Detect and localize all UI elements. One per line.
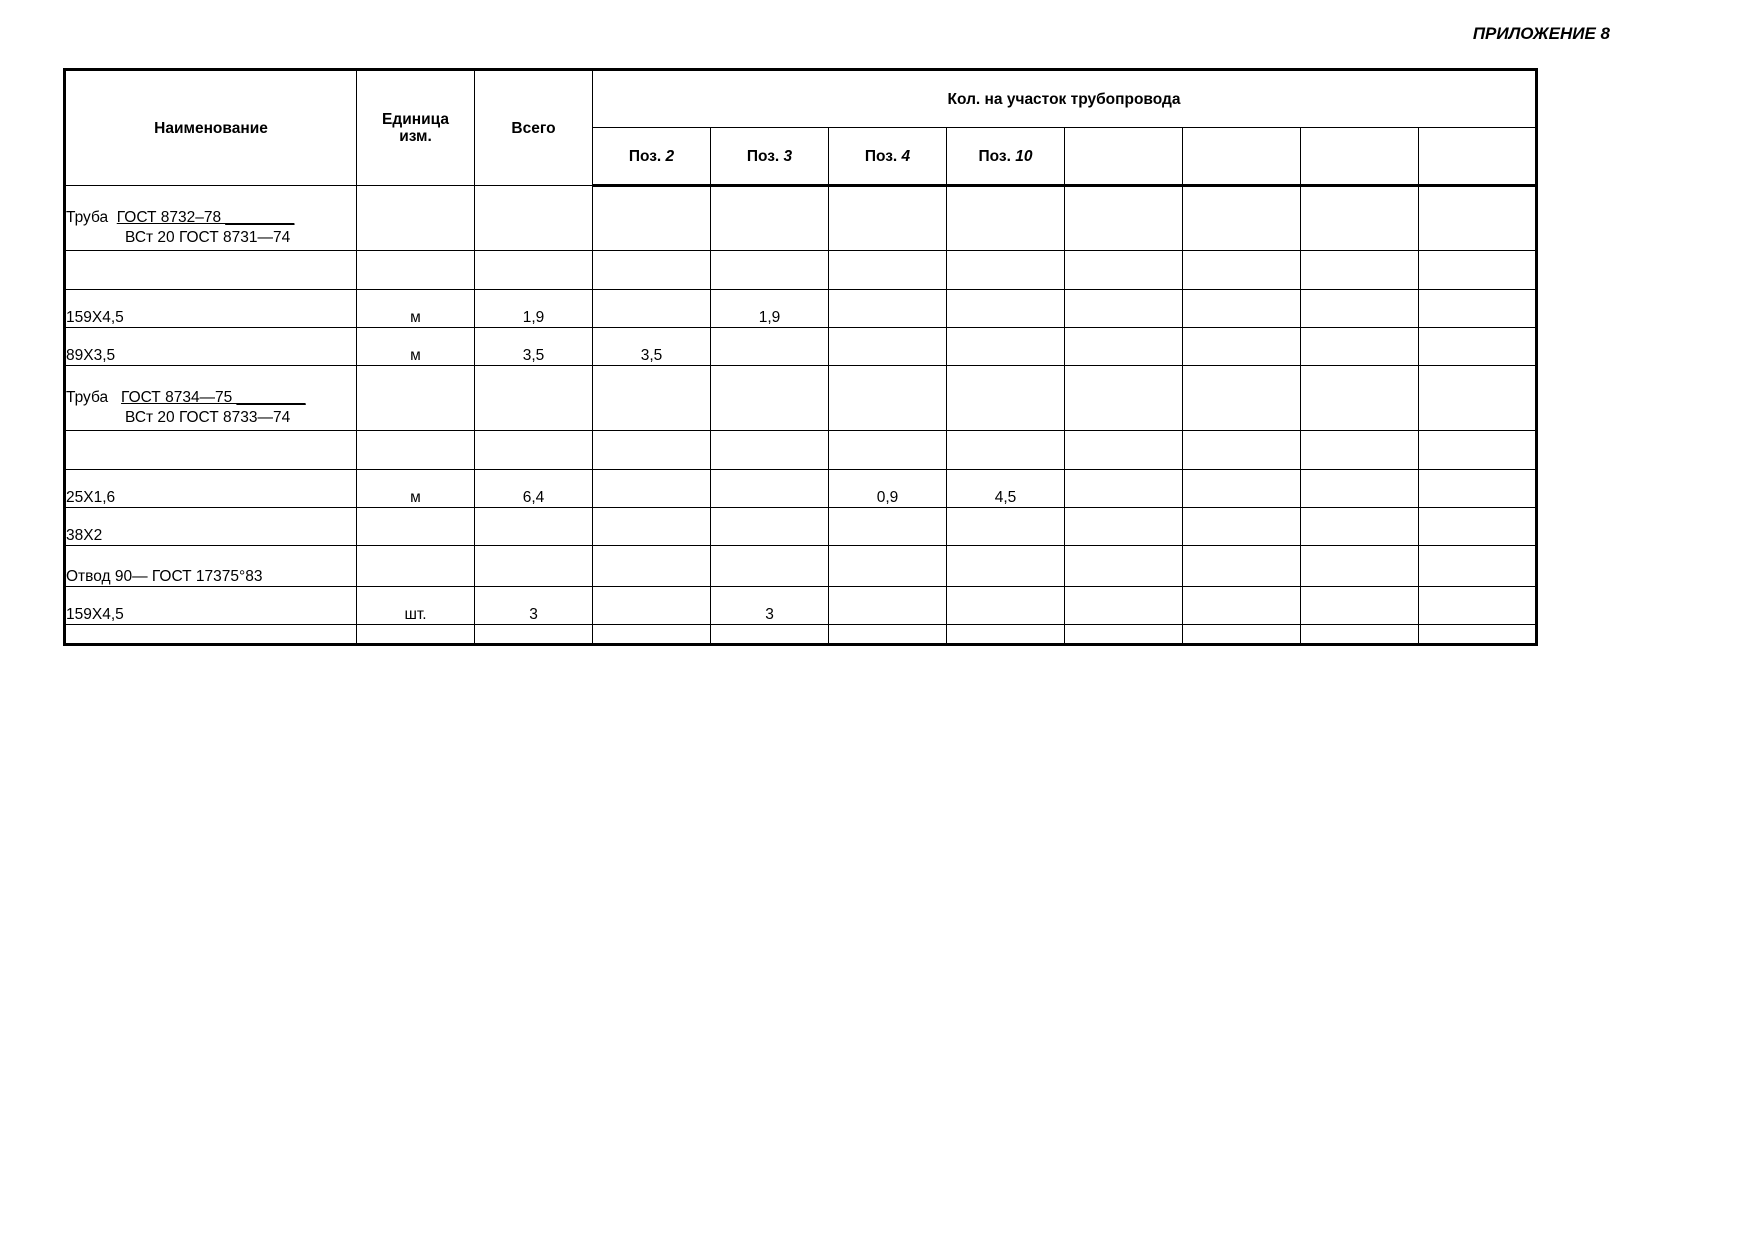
item-pos-2 [593,546,711,587]
item-pos-10 [947,328,1065,366]
item-name: 159X4,5 [65,290,357,328]
empty-row [65,431,1537,470]
item-total: 6,4 [475,470,593,508]
section-row [65,186,1537,251]
pos-number: 3 [783,147,793,165]
item-pos-4 [829,546,947,587]
item-pos-4 [829,290,947,328]
header-pos-2 [593,128,711,186]
item-pos-4 [829,587,947,625]
table-row [65,508,1537,546]
header-empty [1301,128,1419,186]
header-unit-line1: Единица [382,111,449,128]
item-name: 38X2 [65,508,357,546]
pos-prefix: Поз. [746,147,784,165]
item-pos-4: 0,9 [829,470,947,508]
item-name: 159X4,5 [65,587,357,625]
item-pos-10 [947,587,1065,625]
item-total [475,546,593,587]
item-pos-2: 3,5 [593,328,711,366]
table-row [65,546,1537,587]
item-unit [357,546,475,587]
item-pos-2 [593,470,711,508]
header-empty [1065,128,1183,186]
section-grade: ВСт 20 ГОСТ 8731—74 [125,229,291,246]
item-name: Отвод 90— ГОСТ 17375°83 [65,546,357,587]
item-total: 3 [475,587,593,625]
header-group: Кол. на участок трубопровода [593,70,1537,128]
item-pos-10 [947,508,1065,546]
header-unit-line2: изм. [399,128,432,145]
item-pos-4 [829,328,947,366]
item-total: 1,9 [475,290,593,328]
item-total: 3,5 [475,328,593,366]
item-unit: м [357,470,475,508]
item-pos-3: 1,9 [711,290,829,328]
header-total: Всего [475,70,593,186]
table-row [65,587,1537,625]
item-pos-3 [711,328,829,366]
section-grade: ВСт 20 ГОСТ 8733—74 [125,409,291,426]
pipe-spec-table [63,68,1538,646]
item-pos-3 [711,470,829,508]
item-pos-2 [593,508,711,546]
pos-prefix: Поз. [864,147,902,165]
item-pos-2 [593,290,711,328]
table-row [65,470,1537,508]
item-pos-10 [947,546,1065,587]
item-pos-4 [829,508,947,546]
item-pos-3 [711,508,829,546]
item-pos-2 [593,587,711,625]
header-unit [357,70,475,186]
pos-number: 4 [901,147,911,165]
item-pos-3: 3 [711,587,829,625]
item-total [475,508,593,546]
table-row [65,328,1537,366]
item-unit: м [357,328,475,366]
appendix-title: ПРИЛОЖЕНИЕ 8 [1472,24,1610,43]
empty-row [65,251,1537,290]
table-row [65,290,1537,328]
pos-number: 2 [665,147,675,165]
item-pos-10: 4,5 [947,470,1065,508]
header-pos-10 [947,128,1065,186]
item-unit: шт. [357,587,475,625]
section-cell [65,366,357,431]
header-pos-4 [829,128,947,186]
header-name: Наименование [65,70,357,186]
item-unit [357,508,475,546]
pos-prefix: Поз. [978,147,1016,165]
item-name: 89X3,5 [65,328,357,366]
item-pos-10 [947,290,1065,328]
section-cell [65,186,357,251]
item-name: 25X1,6 [65,470,357,508]
pos-number: 10 [1015,147,1033,165]
section-label: Труба [66,209,109,226]
item-unit: м [357,290,475,328]
header-empty [1419,128,1537,186]
section-standard: ГОСТ 8734—75 ________ [121,389,306,406]
header-pos-3 [711,128,829,186]
section-standard: ГОСТ 8732–78 ________ [116,209,295,226]
header-empty [1183,128,1301,186]
section-row [65,366,1537,431]
item-pos-3 [711,546,829,587]
empty-row [65,625,1537,645]
section-label: Труба [66,389,109,406]
pos-prefix: Поз. [628,147,666,165]
